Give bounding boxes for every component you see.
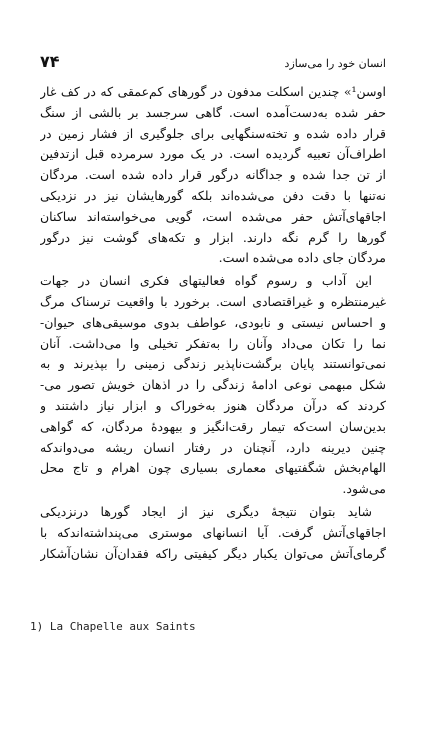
text-line: نمی‌توانستند پایان برگشت‌ناپذیر زندگی زمینی را بپذیرند و به xyxy=(40,356,386,372)
text-line: و احساس نیستی و نابودی، عواطف بدوی موسیقی‌های حیوان- xyxy=(40,314,386,330)
text-line: اجاقهای‌آتش حفر می‌شده است، گویی می‌خواسته‌اند ساکنان xyxy=(40,208,386,224)
paragraph-3 xyxy=(40,502,386,564)
text-line: مردگان جای داده می‌شده است. xyxy=(218,250,386,266)
paragraph-1 xyxy=(40,82,386,269)
text-line: الهام‌بخش شگفتیهای معماری بسیاری چون اهرام و تاج محل xyxy=(40,460,386,476)
running-title: انسان خود را می‌سازد xyxy=(284,57,386,70)
paragraph-2 xyxy=(40,271,386,500)
text-line: شکل مبهمی نوعی ادامهٔ زندگی را در اذهان خویش تصور می- xyxy=(40,377,386,393)
text-line: اجاقهای‌آتش گرفت. آیا انسانهای موستری می‌پنداشته‌اندکه با xyxy=(40,524,386,540)
text-line: نه‌تنها با دقت دفن می‌شده‌اند بلکه گورهایشان نیز در نزدیکی xyxy=(40,187,386,203)
text-line: می‌شود. xyxy=(342,481,386,497)
text-line: از تن جدا شده و جداگانه درگور قرار داده شده است. مردگان xyxy=(40,167,386,183)
footnote: 1) La Chapelle aux Saints xyxy=(30,620,196,633)
page-header xyxy=(40,52,386,74)
text-line: گرمای‌آتش می‌توان یکبار دیگر کیفیتی راکه فقدان‌آن نشان‌آشکار xyxy=(40,545,386,561)
page-number: ۷۴ xyxy=(40,52,60,71)
text-line: گورها را گرم نگه دارند. ابزار و تکه‌های گوشت نیز درگور xyxy=(40,229,386,245)
text-line: بدین‌سان است‌که تیمار رقت‌انگیز و بیهودهٔ مردگان، که گواهی xyxy=(40,418,386,434)
text-line: قرار داده شده و تخته‌سنگهایی برای جلوگیری از فشار زمین در xyxy=(40,125,386,141)
text-line: اطراف‌آن تعبیه گردیده است. در یک مورد سرمرده قبل ازتدفین xyxy=(40,146,386,162)
text-line: حفر شده به‌دست‌آمده است. گاهی سرجسد بر بالشی از سنگ xyxy=(40,104,386,120)
body-text xyxy=(40,82,386,564)
text-line: این آداب و رسوم گواه فعالیتهای فکری انسان در جهات xyxy=(40,273,372,289)
text-line: چنین دیرینه دارد، آنچنان در رفتار انسان ریشه می‌دواندکه xyxy=(40,439,386,455)
text-line: شاید بتوان نتیجهٔ دیگری نیز از ایجاد گورها درنزدیکی xyxy=(40,503,372,519)
text-line: غیرمنتظره و غیراقتصادی است. برخورد با واقعیت ترسناک مرگ xyxy=(40,293,386,309)
text-line: کردند که درآن مردگان هنوز به‌خوراک و ابزار نیاز داشتند و xyxy=(40,397,386,413)
text-line: نما را تکان می‌داد وآنان را به‌تفکر تخیلی وا می‌داشت. آنان xyxy=(40,335,386,351)
text-line: اوسن‏¹» چندین اسکلت مدفون در گورهای کم‌عمقی که در کف غار xyxy=(40,84,386,99)
